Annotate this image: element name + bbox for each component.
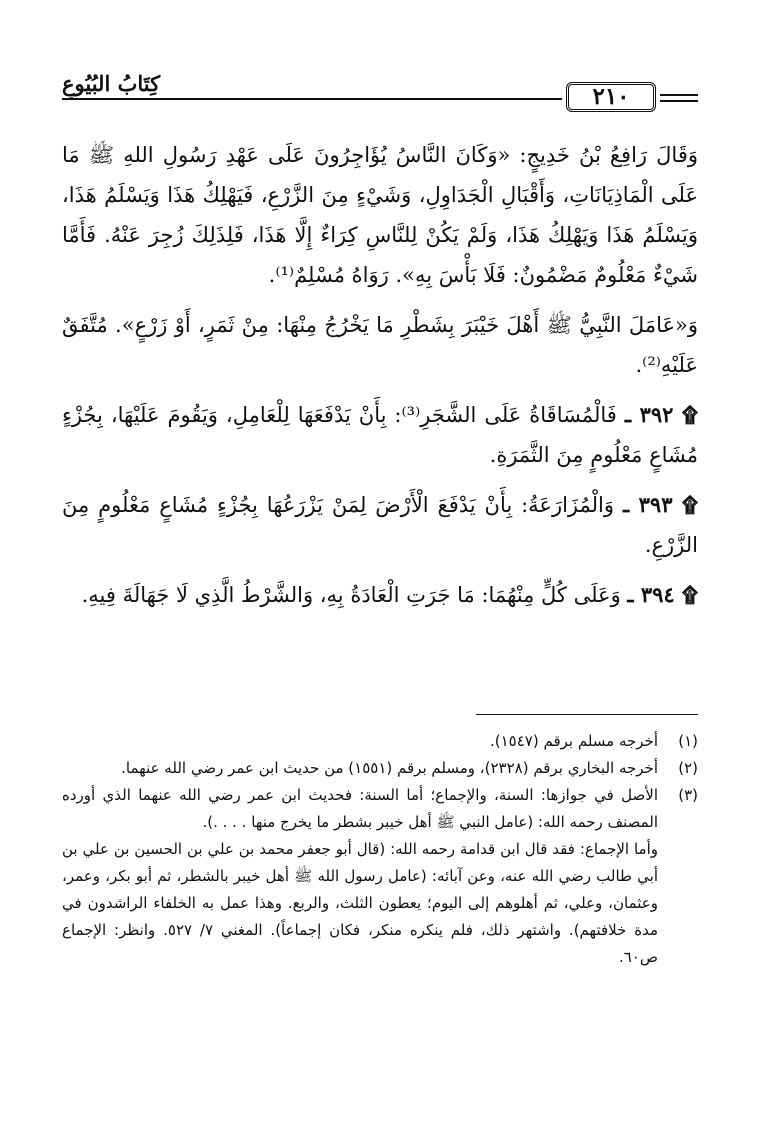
header-rule bbox=[62, 98, 562, 100]
section-number-394: ۩ ٣٩٤ ـ bbox=[627, 582, 698, 607]
footnote-2-text: أخرجه البخاري برقم (٢٣٢٨)، ومسلم برقم (١٥٥١) من حديث ابن عمر رضي الله عنهما. bbox=[121, 759, 658, 777]
paragraph-393 bbox=[62, 485, 698, 565]
page-header bbox=[62, 72, 698, 122]
section-number-393: ۩ ٣٩٣ ـ bbox=[622, 492, 698, 517]
paragraph-rafi-hadith: وَقَالَ رَافِعُ بْنُ خَدِيجٍ: «وَكَانَ النَّاسُ يُؤَاجِرُونَ عَلَى عَهْدِ رَسُولِ اللهِ ﷺ مَا عَلَى الْمَاذِيَانَاتِ، وَأَقْبَالِ الْجَدَاوِلِ، وَشَيْءٍ مِنَ الزَّرْعِ، فَيَهْلِكُ هَذَا وَيَسْلَمُ هَذَا، وَيَسْلَمُ هَذَا وَيَهْلِكُ هَذَا، وَلَمْ يَكُنْ لِلنَّاسِ كِرَاءٌ إِلَّا هَذَا، فَلِذَلِكَ زُجِرَ عَنْهُ. فَأَمَّا شَيْءٌ مَعْلُومٌ مَضْمُونٌ: فَلَا بَأْسَ بِهِ». رَوَاهُ مُسْلِمٌ⁽¹⁾. bbox=[62, 143, 698, 287]
section-number-392: ۩ ٣٩٢ ـ bbox=[624, 402, 698, 427]
footnote-1 bbox=[62, 728, 698, 755]
paragraph-khaybar-hadith: وَ«عَامَلَ النَّبِيُّ ﷺ أَهْلَ خَيْبَرَ بِشَطْرِ مَا يَخْرُجُ مِنْهَا: مِنْ ثَمَرٍ، أَوْ زَرْعٍ». مُتَّفَقٌ عَلَيْهِ⁽²⁾. bbox=[62, 313, 698, 377]
footnote-1-text: أخرجه مسلم برقم (١٥٤٧). bbox=[489, 732, 658, 750]
book-title: كِتَابُ البُيُوعِ bbox=[62, 71, 161, 96]
paragraph-394 bbox=[62, 575, 698, 615]
footnote-3-number: (٣) bbox=[678, 786, 698, 804]
footnote-3-text: الأصل في جوازها: السنة، والإجماع؛ أما السنة: فحديث ابن عمر رضي الله عنهما الذي أورده المصنف رحمه الله: (عامل النبي ﷺ أهل خيبر بشطر ما يخرج منها . . . .). bbox=[62, 786, 658, 831]
footnote-3 bbox=[62, 782, 698, 836]
main-text bbox=[62, 135, 698, 615]
paragraph-393-text: وَالْمُزَارَعَةُ: بِأَنْ يَدْفَعَ الْأَرْضَ لِمَنْ يَزْرَعُهَا بِجُزْءٍ مُشَاعٍ مَعْلُومٍ مِنَ الزَّرْعِ. bbox=[62, 493, 698, 557]
page-number: ٢١٠ bbox=[566, 82, 656, 112]
footnote-3-continuation: وأما الإجماع: فقد قال ابن قدامة رحمه الله: (قال أبو جعفر محمد بن علي بن الحسين بن علي بن أبي طالب رضي الله عنه، وعن آبائه: (عامل رسول الله ﷺ أهل خيبر بالشطر، ثم أبو بكر، وعمر، وعثمان، وعلي، ثم أهلوهم إلى اليوم؛ يعطون الثلث، والربع. وهذا عمل به الخلفاء الراشدون في مدة خلافتهم). واشتهر ذلك، فلم ينكره منكر، فكان إجماعاً). المغني ٧/ ٥٢٧. وانظر: الإجماع ص٦٠. bbox=[62, 840, 658, 966]
paragraph-392-text: فَالْمُسَاقَاةُ عَلَى الشَّجَرِ⁽³⁾: بِأَنْ يَدْفَعَهَا لِلْعَامِلِ، وَيَقُومَ عَلَيْهَا، بِجُزْءٍ مُشَاعٍ مَعْلُومٍ مِنَ الثَّمَرَةِ. bbox=[62, 403, 698, 467]
paragraph-394-text: وَعَلَى كُلٍّ مِنْهُمَا: مَا جَرَتِ الْعَادَةُ بِهِ، وَالشَّرْطُ الَّذِي لَا جَهَالَةَ فِيهِ. bbox=[81, 583, 621, 607]
header-rule-right-bottom bbox=[660, 100, 698, 102]
footnotes bbox=[62, 728, 698, 971]
footnote-divider bbox=[476, 714, 698, 715]
footnote-2-number: (٢) bbox=[678, 759, 698, 777]
paragraph-392 bbox=[62, 395, 698, 475]
footnote-1-number: (١) bbox=[678, 732, 698, 750]
footnote-2 bbox=[62, 755, 698, 782]
header-rule-right-top bbox=[660, 94, 698, 96]
